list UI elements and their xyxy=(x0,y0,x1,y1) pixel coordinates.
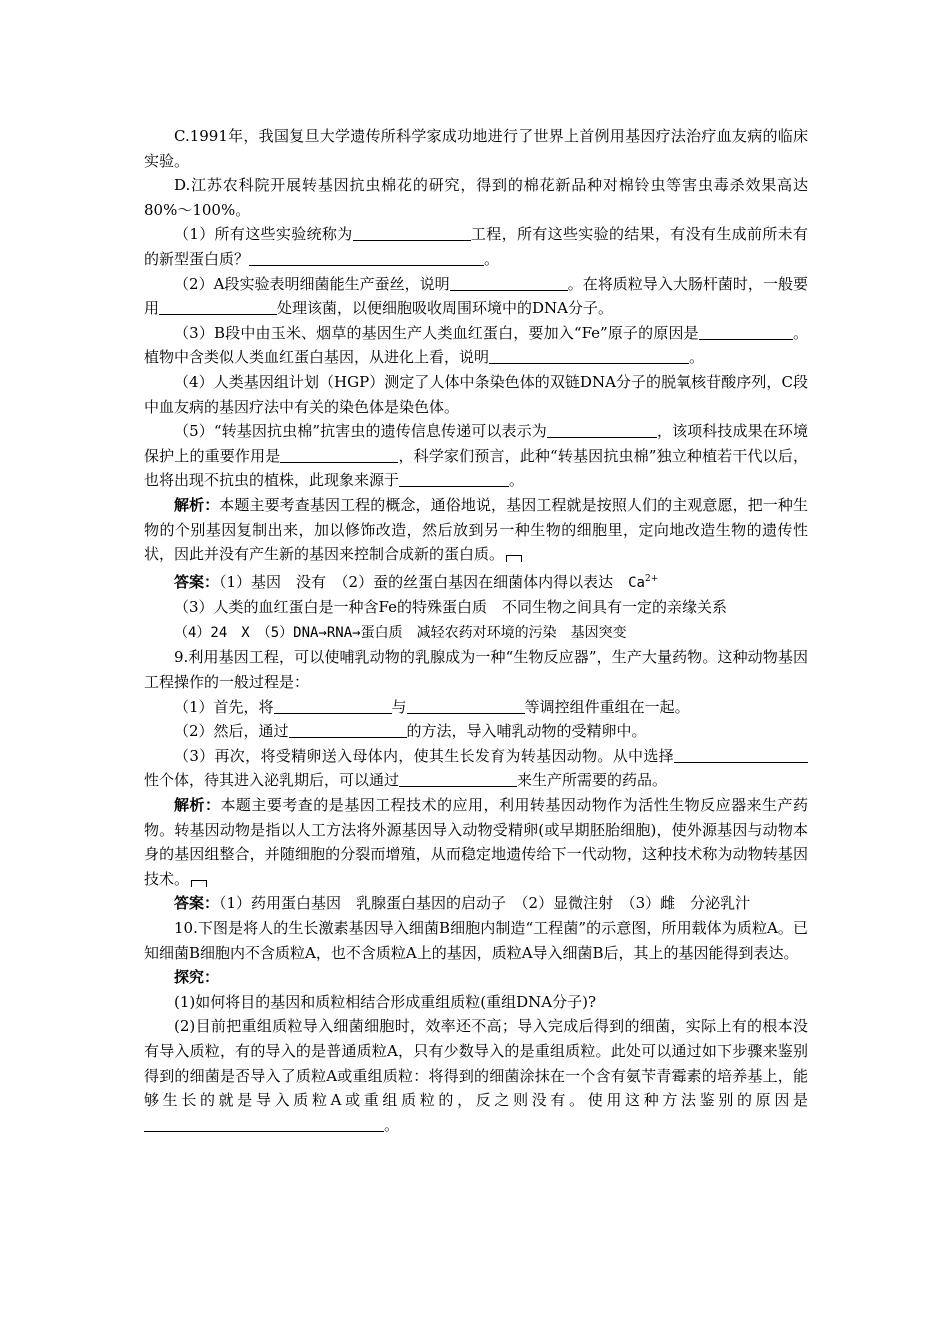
explore-heading: 探究： xyxy=(174,968,220,987)
question-1: （1）所有这些实验统称为 工程，所有这些实验的结果，有没有生成前所未有的新型蛋白质？ 。 xyxy=(144,225,808,268)
answer-blank[interactable] xyxy=(399,471,509,487)
return-mark-icon xyxy=(191,880,207,887)
analysis-1: 解析：本题主要考查基因工程的概念，通俗地说，基因工程就是按照人们的主观意愿，把一种生物的个别基因复制出来，加以修饰改造，然后放到另一种生物的细胞里，定向地改造生物的遗传性状，因此并没有产生新的基因来控制合成新的蛋白质。 xyxy=(144,495,808,564)
question-9-1: （1）首先，将 与 等调控组件重组在一起。 xyxy=(174,697,690,716)
question-9-2: （2）然后，通过 的方法，导入哺乳动物的受精卵中。 xyxy=(174,722,647,741)
question-4: （4）人类基因组计划（HGP）测定了人体中条染色体的双链DNA分子的脱氧核苷酸序列，C段中血友病的基因疗法中有关的染色体是染色体。 xyxy=(144,372,808,416)
answer-blank[interactable] xyxy=(547,422,657,438)
answer-blank[interactable] xyxy=(450,275,568,291)
answer-blank[interactable] xyxy=(144,1116,384,1132)
question-9-3: （3）再次，将受精卵送入母体内，使其生长发育为转基因动物。从中选择性个体，待其进入泌乳期后，可以通过 来生产所需要的药品。 xyxy=(144,744,808,793)
answer-blank[interactable] xyxy=(407,698,525,714)
answer-blank[interactable] xyxy=(280,447,398,463)
answer-blank[interactable] xyxy=(289,722,407,738)
question-3: （3）B段中由玉米、烟草的基因生产人类血红蛋白，要加入“Fe”原子的原因是 。植物中含类似人类血红蛋白基因，从进化上看，说明 。 xyxy=(144,323,808,367)
answer-blank-continued[interactable] xyxy=(733,324,793,340)
document-body xyxy=(144,124,808,1137)
answer-1-line-3: （4）24 X （5）DNA→RNA→蛋白质 减轻农药对环境的污染 基因突变 xyxy=(174,624,627,641)
item-c: C.1991年，我国复旦大学遗传所科学家成功地进行了世界上首例用基因疗法治疗血友病的临床实验。 xyxy=(144,127,808,170)
item-d: D.江苏农科院开展转基因抗虫棉花的研究，得到的棉花新品种对棉铃虫等害虫毒杀效果高达80%～100%。 xyxy=(144,176,808,219)
question-2: （2）A段实验表明细菌能生产蚕丝，说明 。在将质粒导入大肠杆菌时，一般要用 处理该菌，以便细胞吸收周围环境中的DNA分子。 xyxy=(144,274,808,318)
question-9: 9.利用基因工程，可以使哺乳动物的乳腺成为一种“生物反应器”，生产大量药物。这种动物基因工程操作的一般过程是： xyxy=(144,648,808,692)
explore-2: (2)目前把重组质粒导入细菌细胞时，效率还不高；导入完成后得到的细菌，实际上有的根本没有导入质粒，有的导入的是普通质粒A，只有少数导入的是重组质粒。此处可以通过如下步骤来鉴别得到的细菌是否导入了质粒A或重组质粒：将得到的细菌涂抹在一个含有氨苄青霉素的培养基上，能够生长的就是导入质粒A或重组质粒的，反之则没有。使用这种方法鉴别的原因是。 xyxy=(144,1017,808,1134)
answer-blank[interactable] xyxy=(489,348,639,364)
answer-1: 答案：（1）基因 没有 （2）蚕的丝蛋白基因在细菌体内得以表达 $Ca^{2+}$ xyxy=(174,572,659,591)
answer-blank[interactable] xyxy=(399,771,517,787)
analysis-2: 解析：本题主要考查的是基因工程技术的应用，利用转基因动物作为活性生物反应器来生产药物。转基因动物是指以人工方法将外源基因导入动物受精卵(或早期胚胎细胞)，使外源基因与动物本身的基因组整合，并随细胞的分裂而增殖，从而稳定地遗传给下一代动物，这种技术称为动物转基因技术。 xyxy=(144,796,808,888)
answer-blank-continued[interactable] xyxy=(774,747,808,763)
question-5: （5）“转基因抗虫棉”抗害虫的遗传信息传递可以表示为 ，该项科技成果在环境保护上的重要作用是 ，科学家们预言，此种“转基因抗虫棉”独立种植若干代以后，也将出现不抗虫的植株，此现象来源于 。 xyxy=(144,422,808,490)
answer-blank[interactable] xyxy=(699,324,733,340)
answer-blank-continued[interactable] xyxy=(639,348,689,364)
question-10: 10.下图是将人的生长激素基因导入细菌B细胞内制造“工程菌”的示意图，所用载体为质粒A。已知细菌B细胞内不含质粒A，也不含质粒A上的基因，质粒A导入细菌B后，其上的基因能得到表达。 xyxy=(144,919,808,962)
explore-1: (1)如何将目的基因和质粒相结合形成重组质粒(重组DNA分子)? xyxy=(174,992,596,1011)
answer-blank[interactable] xyxy=(249,250,484,266)
answer-1-line-2: （3）人类的血红蛋白是一种含Fe的特殊蛋白质 不同生物之间具有一定的亲缘关系 xyxy=(174,598,728,617)
answer-blank[interactable] xyxy=(159,299,277,315)
answer-blank[interactable] xyxy=(274,698,392,714)
answer-blank[interactable] xyxy=(353,225,471,241)
return-mark-icon xyxy=(506,555,522,562)
answer-blank[interactable] xyxy=(674,747,774,763)
answer-2: 答案：（1）药用蛋白基因 乳腺蛋白基因的启动子 （2）显微注射 （3）雌 分泌乳汁 xyxy=(174,894,751,913)
